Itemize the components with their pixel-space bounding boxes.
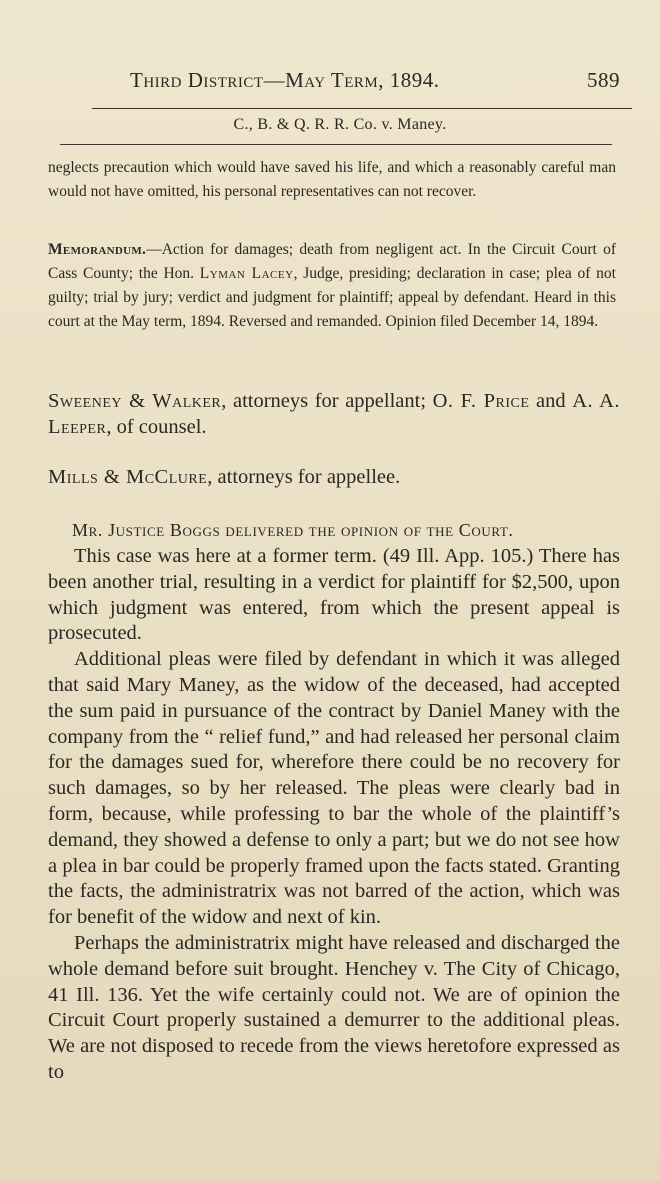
appellant-firm: Sweeney & Walker [48,390,222,412]
appellee-counsel [48,464,620,490]
memorandum-paragraph [48,238,616,334]
appellant-counsel-line [48,388,620,440]
opinion-paragraph: Additional pleas were filed by defendant in which it was alleged that said Mary Maney, as the widow of the deceased, had accepted the sum paid in pursuance of the contract by Daniel Maney with the company from the “ relief fund,” and had released her personal claim for the damages sued for, wherefore there could be no recovery for such damages, so by her released. The pleas were clearly bad in form, because, while professing to bar the whole of the plaintiff’s demand, they showed a defense to only a part; but we do not see how a plea in bar could be properly framed upon the facts stated. Granting the facts, the administratrix was not barred of the action, which was for benefit of the widow and next of kin. [48,648,620,929]
page-number: 589 [587,68,620,92]
header-rule-top [92,108,632,109]
running-title: Third District—May Term, 1894. [130,68,440,92]
appellee-role: , attorneys for appellee. [207,466,401,488]
syllabus-tail [48,156,616,204]
counsel-and: and [529,390,573,412]
memorandum [48,238,616,334]
case-caption: C., B. & Q. R. R. Co. v. Maney. [233,116,447,133]
counsel-name-2: A. A. Leeper [48,390,621,438]
memorandum-label: Memorandum. [48,241,147,258]
opinion-body [48,544,620,1086]
appellant-role: , attorneys for appellant; [221,390,433,412]
opinion-heading: Mr. Justice Boggs delivered the opinion of the Court. [72,520,514,540]
counsel-role: , of counsel. [106,416,207,438]
syllabus-text: neglects precaution which would have saved his life, and which a reasonably careful man would not have omitted, his personal representatives can not recover. [48,159,616,200]
judge-name: Lyman Lacey [199,265,294,282]
header-rule-bottom [60,144,612,145]
memorandum-text-1: —Action for damages; death from negligent act. In the Circuit Court of Cass County; the Hon. [48,241,616,282]
appellee-firm: Mills & McClure [48,466,208,488]
opinion-paragraph: This case was here at a former term. (49 Ill. App. 105.) There has been another trial, resulting in a verdict for plaintiff for $2,500, upon which judgment was entered, from which the present appeal is prosecuted. [48,545,620,645]
appellant-counsel [48,388,620,440]
appellee-counsel-line [48,464,620,490]
opinion-paragraph: Perhaps the administratrix might have released and discharged the whole demand before suit brought. Henchey v. The City of Chicago, 41 Ill. 136. Yet the wife certainly could not. We are of opinion the Circuit Court properly sustained a demurrer to the additional pleas. We are not disposed to recede from the views heretofore expressed as to [48,931,620,1083]
memorandum-text-2: , Judge, presiding; declaration in case; plea of not guilty; trial by jury; verdict and judgment for plaintiff; appeal by defendant. Heard in this court at the May term, 1894. Reversed and remanded. Opinion filed December 14, 1894. [48,265,616,330]
counsel-name-1: O. F. Price [432,390,530,412]
